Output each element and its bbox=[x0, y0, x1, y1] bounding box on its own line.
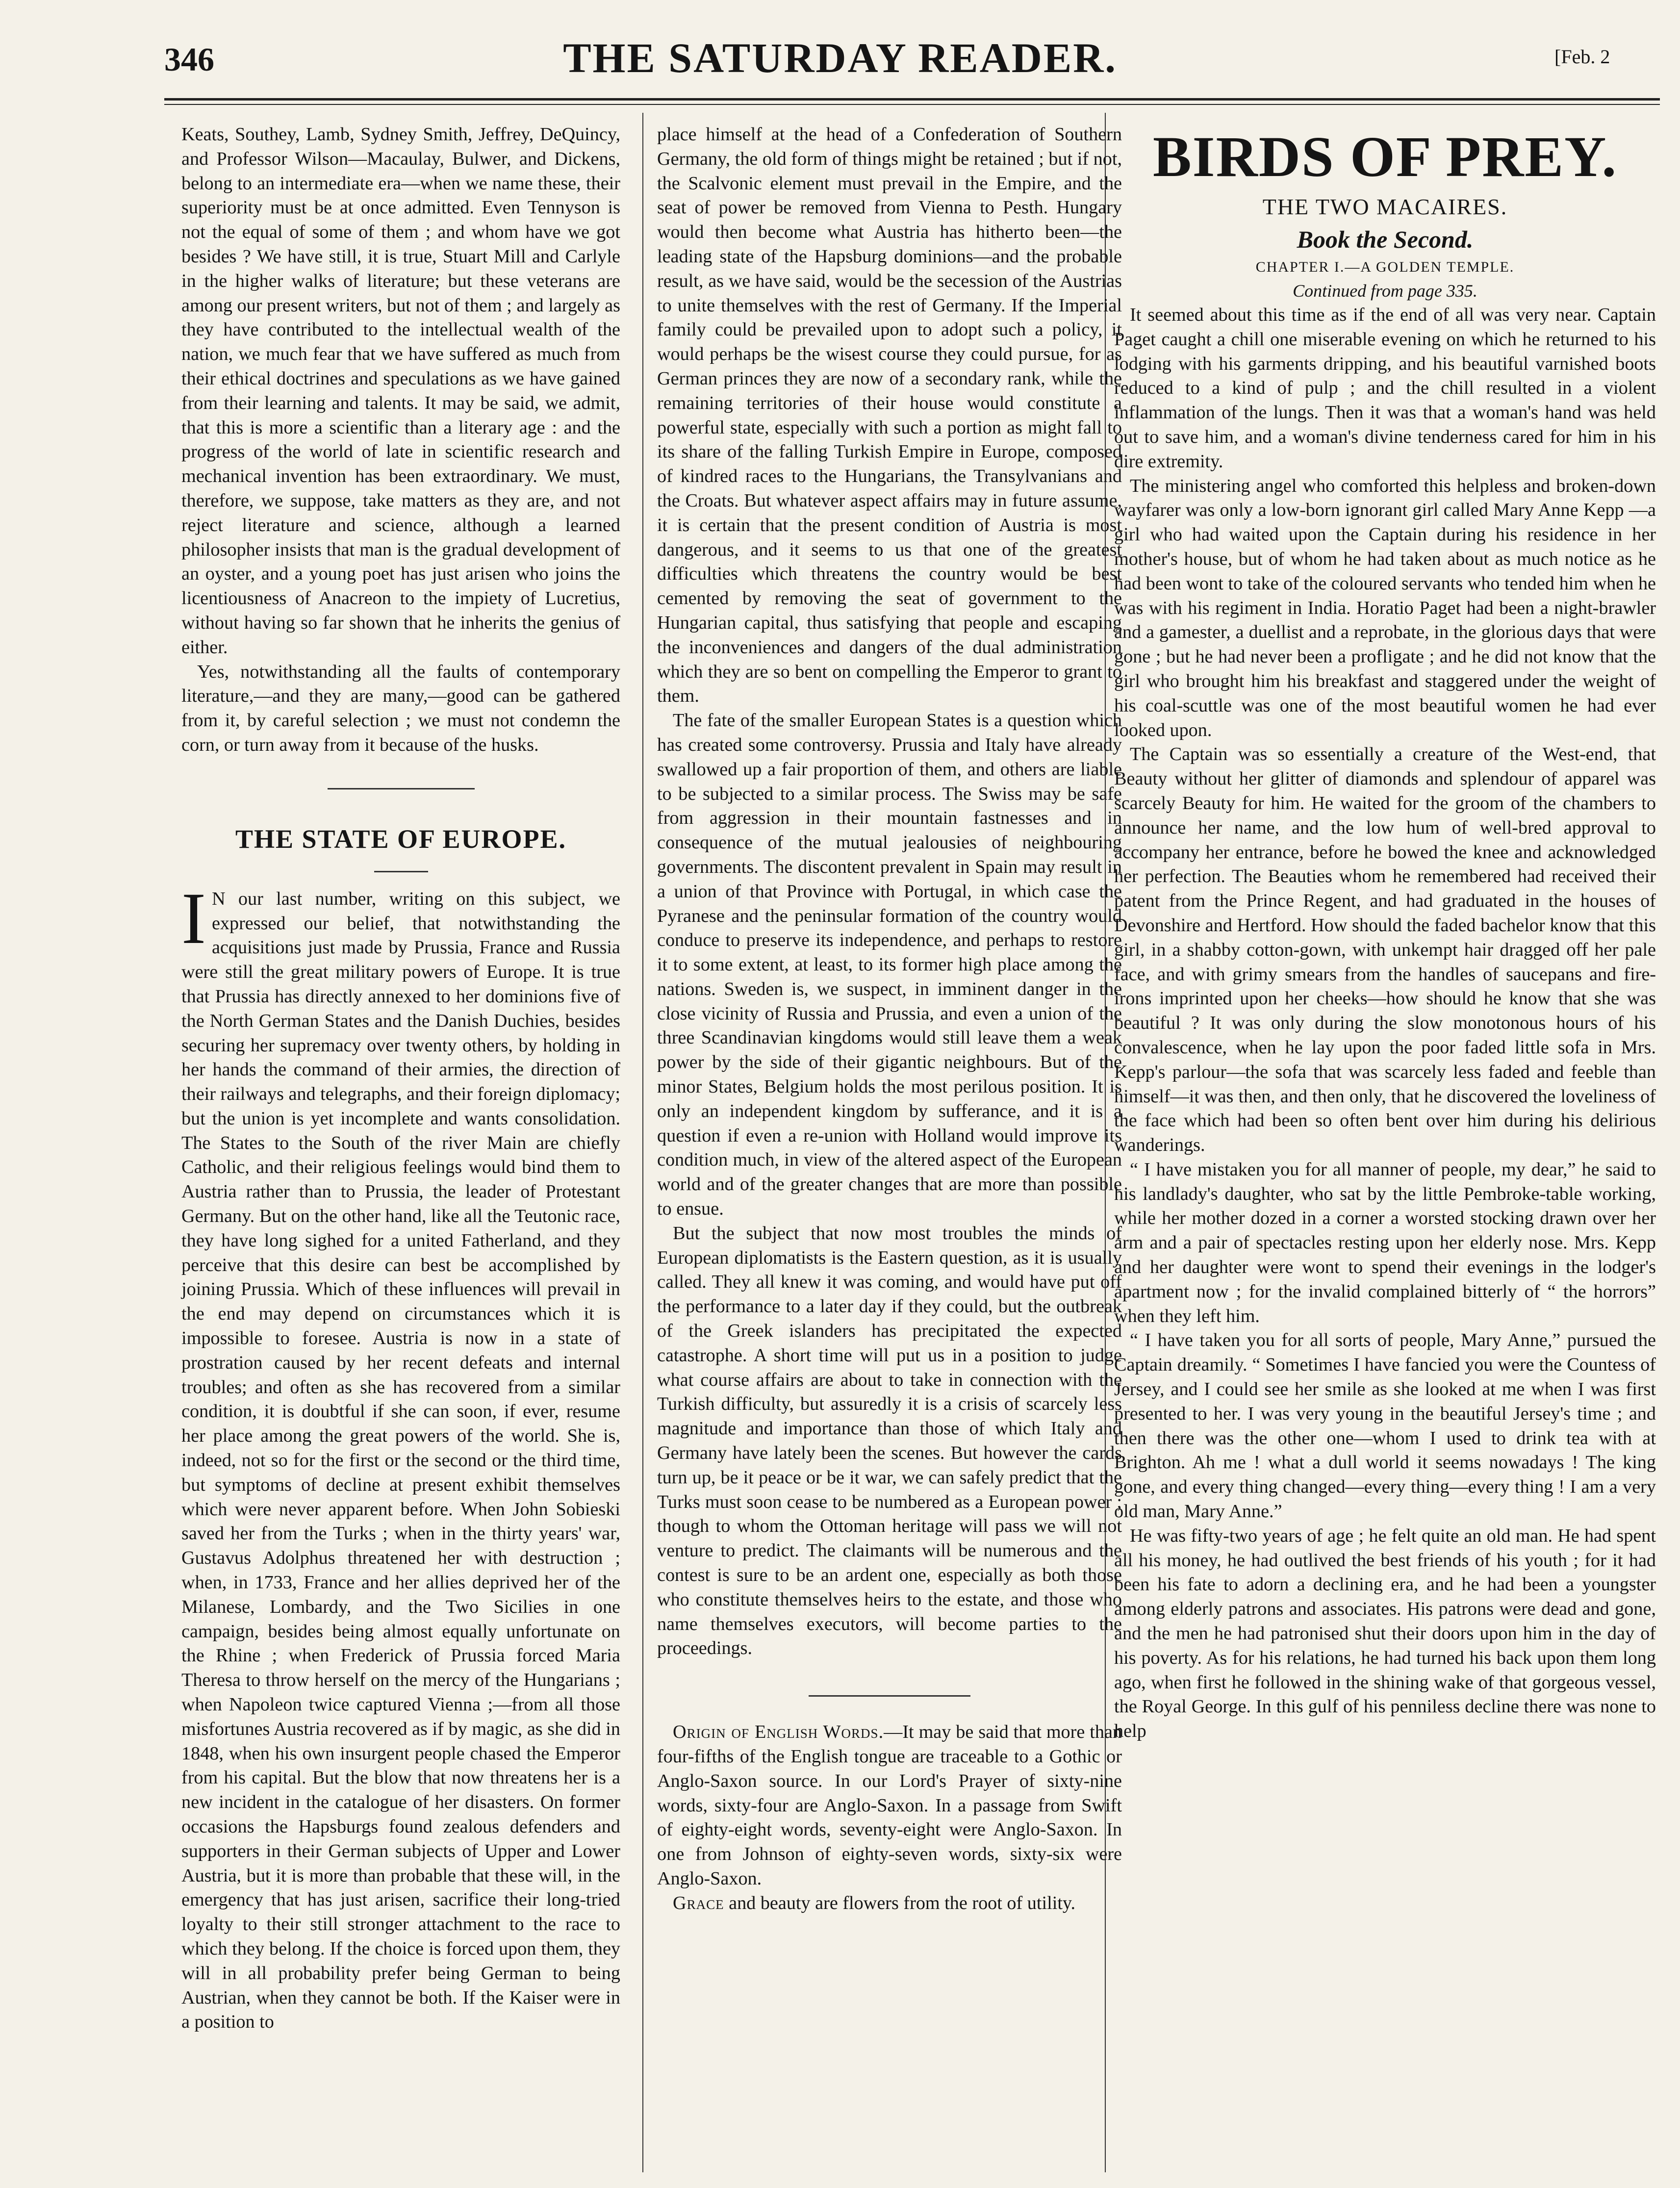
header-rule-thin bbox=[164, 104, 1660, 105]
section-separator bbox=[328, 788, 475, 789]
state-of-europe-title: THE STATE OF EUROPE. bbox=[235, 824, 567, 854]
grace-text: and beauty are flowers from the root of utility. bbox=[724, 1892, 1076, 1913]
col3-paragraph-3: The Captain was so essentially a creature of the West-end, that Beauty without her glitter of diamonds and splendour of apparel was scarcely Beauty for him. He waited for the groom of the chambers to announce her name, and the low hum of well-bred approval to accompany her entrance, before he bowed the knee and acknowledged her perfection. The Beauties whom he remembered had received their patent from the Prince Regent, and had graduated in the houses of Devonshire and Hertford. How should the faded bachelor know that this girl, in a shabby cotton-gown, with unkempt hair dragged off her pale face, and with grimy smears from the handles of saucepans and fire-irons imprinted upon her cheeks—how should he know that she was beautiful ? It was only during the slow monotonous hours of his convalescence, when he lay upon the poor faded little sofa in Mrs. Kepp's parlour—the sofa that was scarcely less faded and feeble than himself—it was then, and then only, that he discovered the loveliness of the face which had been so often bent over him during his delirious wanderings. bbox=[1114, 744, 1656, 1156]
col3-paragraph-1: It seemed about this time as if the end of all was very near. Captain Paget caught a chill one miserable evening on which he returned to his lodging with his garments dripping, and his beautiful varnished boots reduced to a kind of pulp ; and the chill resulted in a violent inflammation of the lungs. Then it was that a woman's hand was held out to save him, and a woman's divine tenderness cared for him in his dire extremity. bbox=[1114, 305, 1656, 472]
masthead: THE SATURDAY READER. bbox=[563, 34, 1117, 81]
header-rule-thick bbox=[164, 98, 1660, 101]
title-underline bbox=[374, 871, 428, 872]
state-of-europe-paragraph-1 bbox=[181, 877, 620, 2035]
column-1 bbox=[181, 123, 620, 2035]
book-heading: Book the Second. bbox=[1297, 226, 1474, 253]
chapter-heading: CHAPTER I.—A GOLDEN TEMPLE. bbox=[1255, 259, 1515, 275]
col1-paragraph-2: Yes, notwithstanding all the faults of contemporary literature,—and they are many,—good can be gathered from it, by careful selection ; we must not condemn the corn, or turn away from it because of the husks. bbox=[181, 661, 620, 755]
column-divider-1 bbox=[642, 113, 643, 2172]
origin-text: —It may be said that more than four-fifths of the English tongue are traceable to a Gothic or Anglo-Saxon source. In our Lord's Prayer of sixty-nine words, sixty-four are Anglo-Saxon. In a passage from Swift of eighty-eight words, seventy-eight were Anglo-Saxon. In one from Johnson of eighty-seven words, sixty-six were Anglo-Saxon. bbox=[657, 1722, 1122, 1889]
col3-paragraph-4: “ I have mistaken you for all manner of people, my dear,” he said to his landlady's daughter, who sat by the little Pembroke-table working, while her mother dozed in a corner a worsted stocking drawn over her arm and a pair of spectacles resting upon her elderly nose. Mrs. Kepp and her daughter were wont to spend their evenings in the lodger's apartment now ; for the invalid complained bitterly of “ the horrors” when they left him. bbox=[1114, 1159, 1656, 1326]
col3-paragraph-5: “ I have taken you for all sorts of people, Mary Anne,” pursued the Captain dreamily. “ Sometimes I have fancied you were the Countess of Jersey, and I could see her smile as she looked at me when I was first presented to her. I was very young in the beautiful Jersey's time ; and then there was the other one—whom I used to drink tea with at Brighton. Ah me ! what a dull world it seems nowadays ! The king gone, and every thing changed—every thing—every thing ! I am a very old man, Mary Anne.” bbox=[1114, 1330, 1656, 1522]
column-2 bbox=[657, 123, 1122, 1916]
state-of-europe-text: N our last number, writing on this subject, we expressed our belief, that notwithstanding the acquisitions just made by Prussia, France and Russia were still the great military powers of Europe. It is true that Prussia has directly annexed to her dominions five of the North German States and the Danish Duchies, besides securing her supremacy over twenty others, by holding in her hands the command of their armies, the direction of their railways and telegraphs, and their foreign diplomacy; but the union is yet incomplete and wants consolidation. The States to the South of the river Main are chiefly Catholic, and their religious feelings would bind them to Austria rather than to Prussia, the leader of Protestant Germany. But on the other hand, like all the Teutonic race, they have long sighed for a united Fatherland, and they perceive that this desire can best be accomplished by joining Prussia. Which of these influences will prevail in the end may depend on circumstances which it is impossible to foresee. Austria is now in a state of prostration caused by her recent defeats and internal troubles; and often as she has recovered from a similar condition, it is doubtful if she can soon, if ever, resume her place among the great powers of the world. She is, indeed, not so for the first or the second or the third time, but symptoms of decline at present exhibit themselves which were never apparent before. When John Sobieski saved her from the Turks ; when in the thirty years' war, Gustavus Adolphus threatened her with destruction ; when, in 1733, France and her allies deprived her of the Milanese, Lombardy, and the Two Sicilies in one campaign, besides being almost equally unfortunate on the Rhine ; when Frederick of Prussia forced Maria Theresa to throw herself on the mercy of the Hungarians ; when Napoleon twice captured Vienna ;—from all those misfortunes Austria recovered as if by magic, as she did in 1848, when his own insurgent people chased the Emperor from his capital. But the blow that now threatens her is a new incident in the catalogue of her disasters. On former occasions the Hapsburgs found zealous defenders and supporters in their German subjects of Upper and Lower Austria, but it is more than probable that these will, in the emergency that has just arisen, sacrifice their long-tried loyalty to their still stronger attachment to the race to which they belong. If the choice is forced upon them, they will in all probability prefer being German to being Austrian, when they cannot be both. If the Kaiser were in a position to bbox=[181, 888, 620, 2033]
grace-note bbox=[657, 1891, 1122, 1916]
grace-lead: Grace bbox=[673, 1892, 724, 1913]
continued-note: Continued from page 335. bbox=[1293, 281, 1477, 301]
col2-paragraph-1: place himself at the head of a Confederation of Southern Germany, the old form of things might be retained ; but if not, the Scalvonic element must prevail in the Empire, and the seat of power be removed from Vienna to Pesth. Hungary would then become what Austria has hitherto been—the leading state of the Hapsburg dominions—and the probable result, as we have said, would be the secession of the Austrias to unite themselves with the rest of Germany. If the Imperial family could be prevailed upon to adopt such a policy, it would perhaps be the wisest course they could pursue, for as German princes they are now of a secondary rank, while the remaining territories of their house would constitute a powerful state, especially with such a portion as might fall to its share of the falling Turkish Empire in Europe, composed of kindred races to the Hungarians, the Transylvanians and the Croats. But whatever aspect affairs may in future assume, it is certain that the present condition of Austria is most dangerous, and it seems to us that one of the greatest difficulties which threatens the country would be best cemented by removing the seat of government to the Hungarian capital, thus satisfying that people and escaping the inconveniences and dangers of the dual administration which they are so bent on compelling the Emperor to grant to them. bbox=[657, 124, 1122, 707]
col2-paragraph-2: The fate of the smaller European States is a question which has created some controversy. Prussia and Italy have already swallowed up a fair proportion of them, and others are liable to be subjected to a similar process. The Swiss may be safe from aggression in their mountain fastnesses and in consequence of the mutual jealousies of neighbouring governments. The discontent prevalent in Spain may result in a union of that Province with Portugal, in which case the Pyranese and the peninsular formation of the country would conduce to preserve its independence, and perhaps to restore it to some extent, at least, to its former high place among the nations. Sweden is, we suspect, in imminent danger in the close vicinity of Russia and Prussia, and even a union of the three Scandinavian kingdoms would still leave them a weak power by the side of their gigantic neighbours. But of the minor States, Belgium holds the most perilous position. It is only an independent kingdom by sufferance, and it is a question if even a re-union with Holland would improve its condition much, in view of the altered aspect of the European world and of the greater changes that are more than possible to ensue. bbox=[657, 710, 1122, 1220]
col3-paragraph-2: The ministering angel who comforted this helpless and broken-down wayfarer was only a low-born ignorant girl called Mary Anne Kepp —a girl who had waited upon the Captain during his residence in her mother's house, but of whom he had taken about as much notice as he had been wont to take of the coloured servants who tended him when he was with his regiment in India. Horatio Paget had been a night-brawler and a gamester, a duellist and a reprobate, in the glorious days that were gone ; but he had never been a profligate ; and he did not know that the girl who brought him his breakfast and staggered under the weight of his coal-scuttle was one of the most beautiful women he had ever looked upon. bbox=[1114, 475, 1656, 740]
col3-paragraph-6: He was fifty-two years of age ; he felt quite an old man. He had spent all his money, he had outlived the best friends of his youth ; for it had been his fate to adorn a declining era, and he had been a youngster among elderly patrons and associates. His patrons were dead and gone, and the men he had patronised shut their doors upon him in the day of his poverty. As for his relations, he had turned his back upon them long ago, when first he followed in the shining wake of that gorgeous vessel, the Royal George. In this gulf of his penniless decline there was none to help bbox=[1114, 1525, 1656, 1742]
date-fragment: [Feb. 2 bbox=[1554, 46, 1610, 68]
origin-lead: Origin of English Words. bbox=[673, 1722, 884, 1743]
story-title: BIRDS OF PREY. bbox=[1152, 125, 1618, 189]
col2-paragraph-3: But the subject that now most troubles the minds of European diplomatists is the Eastern question, as it is usually called. They all knew it was coming, and would have put off the performance to a later day if they could, but the outbreak of the Greek islanders has precipitated the expected catastrophe. A short time will put us in a position to judge what course affairs are about to take in connection with the Turkish difficulty, but assuredly it is a crisis of scarcely less magnitude and importance than those of which Italy and Germany have lately been the scenes. But however the cards turn up, be it peace or be it war, we can safely predict that the Turks must soon cease to be numbered as a European power ; though to whom the Ottoman heritage will pass we will not venture to predict. The claimants will be numerous and the contest is sure to be an ardent one, especially as both those who constitute themselves heirs to the estate, and those who name themselves executors, will become parties to the proceedings. bbox=[657, 1222, 1122, 1659]
origin-of-english-words bbox=[657, 1720, 1122, 1891]
page-number: 346 bbox=[164, 41, 214, 78]
page-header bbox=[0, 0, 1680, 105]
col1-paragraph-1: Keats, Southey, Lamb, Sydney Smith, Jeffrey, DeQuincy, and Professor Wilson—Macaulay, Bulwer, and Dickens, belong to an intermediate era—when we name these, their superiority must be at once admitted. Even Tennyson is not the equal of some of them ; and whom have we got besides ? We have still, it is true, Stuart Mill and Carlyle in the higher walks of literature; but these veterans are among our present writers, but not of them ; and largely as they have contributed to the intellectual wealth of the nation, we much fear that we have suffered as much from their ethical doctrines and speculations as we have gained from their learning and talents. It may be said, we admit, that this is more a scientific than a literary age : and the progress of the world of late in scientific research and mechanical invention has been extraordinary. We must, therefore, we suppose, take matters as they are, and not reject literature and science, although a learned philosopher insists that man is the gradual development of an oyster, and a young poet has just arisen who joins the licentiousness of Anacreon to the impiety of Lucretius, without having so far shown that he inherits the genius of either. bbox=[181, 124, 620, 658]
drop-cap: I bbox=[181, 877, 206, 959]
column-3 bbox=[1114, 123, 1656, 1744]
origin-separator bbox=[809, 1695, 970, 1697]
story-subtitle: THE TWO MACAIRES. bbox=[1262, 194, 1508, 219]
